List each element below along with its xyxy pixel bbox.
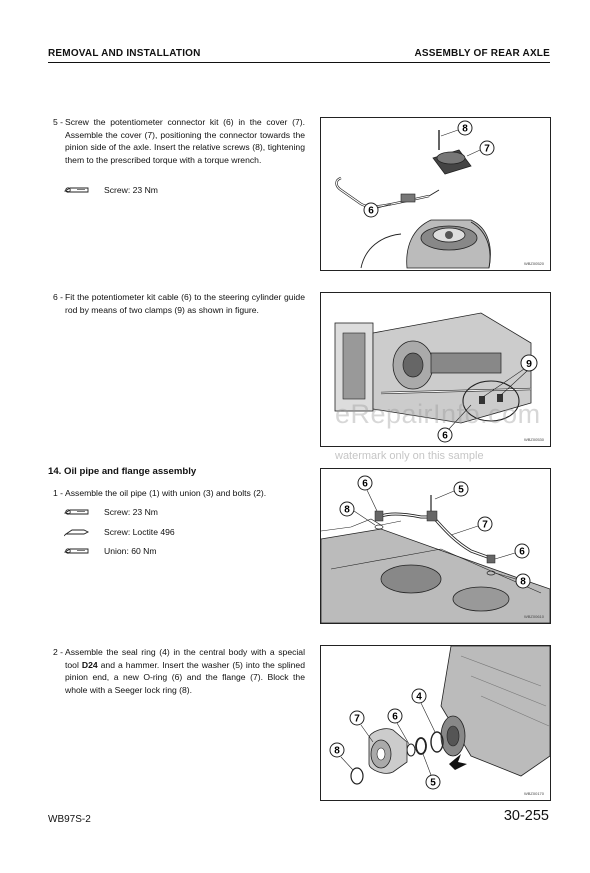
spec-row <box>64 545 157 557</box>
callout-6: 6 <box>362 478 368 490</box>
header-right: ASSEMBLY OF REAR AXLE <box>414 48 550 59</box>
watermark-logo: eRepairInfo.com <box>335 399 541 429</box>
callout-6: 6 <box>442 430 448 442</box>
callout-5: 5 <box>458 484 464 496</box>
callout-8: 8 <box>344 504 350 516</box>
step-1 <box>53 487 305 500</box>
step-number: 2 - <box>53 647 64 657</box>
figure-code: WBZ00170 <box>523 791 544 796</box>
footer-page-number: 30-255 <box>503 808 549 824</box>
callout-7: 7 <box>484 143 490 155</box>
step-text: Assemble the seal ring (4) in the central body with a special tool D24 and a hammer. Insert the washer (5) into the splined pinion end, a new O-ring (6) and the flange (7). Block the whole with a Seeger lock ring (8). <box>65 647 305 695</box>
spec-text: Union: 60 Nm <box>104 546 157 556</box>
callout-8: 8 <box>334 745 340 757</box>
section-title: 14. Oil pipe and flange assembly <box>48 466 197 477</box>
step-number: 5 - <box>53 117 64 127</box>
callout-8: 8 <box>520 576 526 588</box>
callout-5: 5 <box>430 777 436 789</box>
step-text: Screw the potentiometer connector kit (6) in the cover (7). Assemble the cover (7), positioning the connector towards the pinion side of the axle. Insert the relative screws (8), tightening them to the prescribed torque with a torque wrench. <box>65 117 305 165</box>
spec-row <box>64 184 158 196</box>
figure-code: WBZ00530 <box>523 437 544 442</box>
footer-model: WB97S-2 <box>48 814 91 825</box>
step-text: Assemble the oil pipe (1) with union (3) and bolts (2). <box>65 488 267 498</box>
torque-wrench-icon <box>64 506 90 518</box>
step-number: 1 - <box>53 488 64 498</box>
spec-text: Screw: 23 Nm <box>104 507 158 517</box>
callout-8: 8 <box>462 123 468 135</box>
header-left: REMOVAL AND INSTALLATION <box>48 48 201 59</box>
spec-row <box>64 506 158 518</box>
figure-code: WBZ00520 <box>523 261 544 266</box>
figure-flange-assembly <box>320 645 551 801</box>
sealant-tube-icon <box>64 526 90 538</box>
callout-6: 6 <box>392 711 398 723</box>
callout-7: 7 <box>482 519 488 531</box>
torque-wrench-icon <box>64 545 90 557</box>
step-5 <box>53 116 305 166</box>
figure-code: WBZ00610 <box>523 614 544 619</box>
spec-text: Screw: 23 Nm <box>104 185 158 195</box>
figure-potentiometer-cover <box>320 117 551 271</box>
step-text: Fit the potentiometer kit cable (6) to the steering cylinder guide rod by means of two clamps (9) as shown in figure. <box>65 292 305 315</box>
watermark-note: watermark only on this sample <box>335 450 484 462</box>
step-number: 6 - <box>53 292 64 302</box>
callout-7: 7 <box>354 713 360 725</box>
header-rule <box>48 62 550 63</box>
figure-oil-pipe <box>320 468 551 624</box>
callout-9: 9 <box>526 358 532 370</box>
step-2 <box>53 646 305 696</box>
step-6 <box>53 291 305 316</box>
spec-text: Screw: Loctite 496 <box>104 527 175 537</box>
callout-6: 6 <box>519 546 525 558</box>
callout-6: 6 <box>368 205 374 217</box>
callout-4: 4 <box>416 691 422 703</box>
spec-row <box>64 526 175 538</box>
torque-wrench-icon <box>64 184 90 196</box>
